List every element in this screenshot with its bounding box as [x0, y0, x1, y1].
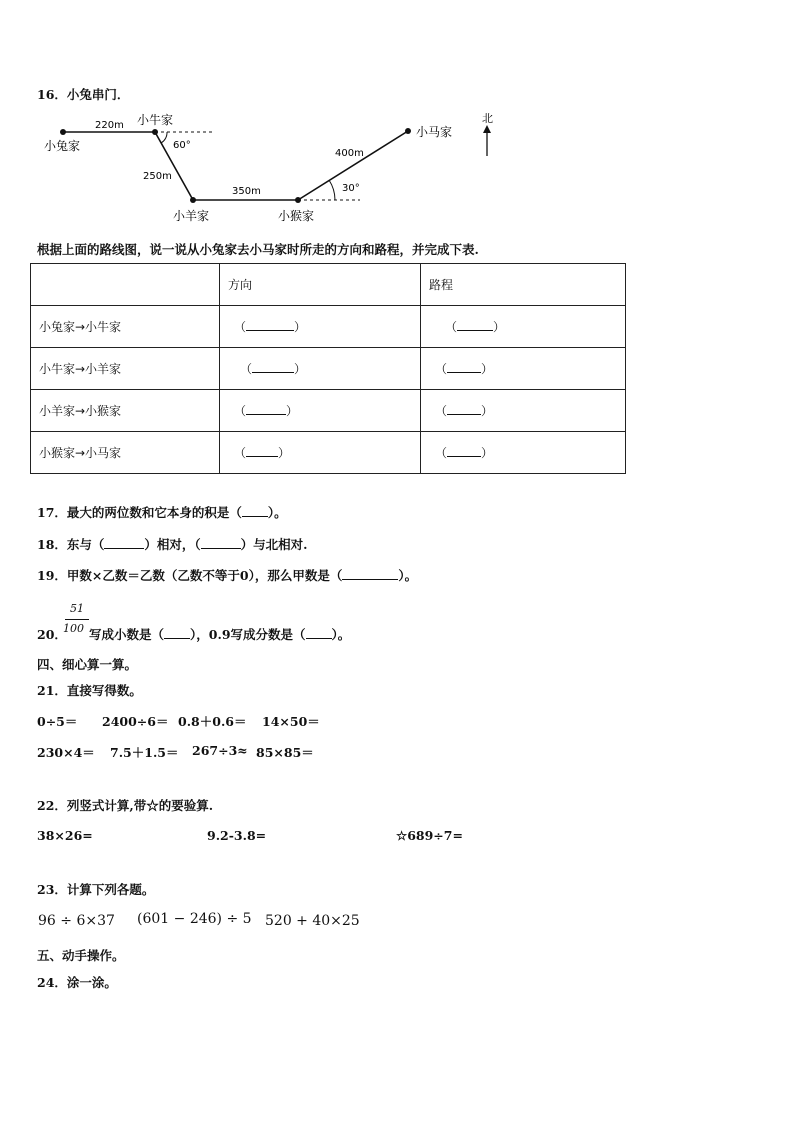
north-arrow-icon: [483, 125, 491, 133]
q20-answer-blank-2[interactable]: [306, 627, 332, 639]
q23-title: 23．计算下列各题。: [37, 882, 155, 897]
table-row: [31, 390, 626, 432]
monkey-point: [295, 197, 301, 203]
q23-item: 96 ÷ 6×37: [38, 913, 115, 929]
table-header-empty: [31, 264, 220, 306]
monkey-label: 小猴家: [278, 209, 315, 223]
q22-item: ☆689÷7=: [396, 828, 463, 843]
q21-item: 0÷5＝: [37, 714, 78, 729]
q24-title: 24．涂一涂。: [37, 975, 117, 990]
fraction-denominator: 100: [63, 622, 84, 635]
cow-point: [152, 129, 158, 135]
section-5-heading: 五、动手操作。: [37, 948, 125, 963]
table-row: [31, 432, 626, 474]
rabbit-label: 小兔家: [44, 139, 81, 153]
table-header-distance: 路程: [421, 264, 626, 306]
q21-title: 21．直接写得数。: [37, 683, 142, 698]
q23-item: 520 + 40×25: [265, 913, 360, 929]
table-header-row: [31, 264, 626, 306]
north-label: 北: [482, 112, 493, 125]
direction-answer[interactable]: （ ）: [220, 348, 421, 390]
q17-answer-blank[interactable]: [242, 505, 268, 517]
q19-answer-blank[interactable]: [342, 568, 398, 580]
distance-sheep-monkey: 350m: [232, 186, 261, 197]
angle-arc-60: [161, 132, 167, 143]
horse-point: [405, 128, 411, 134]
section-4-heading: 四、细心算一算。: [37, 657, 138, 672]
direction-answer[interactable]: （ ）: [220, 306, 421, 348]
route-cell: 小羊家→小猴家: [31, 390, 220, 432]
q21-item: 7.5＋1.5＝: [110, 745, 179, 760]
q20-answer-blank-1[interactable]: [164, 627, 190, 639]
table-row: [31, 306, 626, 348]
horse-label: 小马家: [416, 125, 453, 139]
distance-answer[interactable]: （ ）: [421, 432, 626, 474]
fraction-numerator: 51: [70, 602, 84, 615]
q16-title: 16．小兔串门．: [37, 87, 130, 102]
angle-label-60: 60°: [173, 140, 191, 151]
fraction-bar: [65, 619, 89, 620]
table-header-direction: 方向: [220, 264, 421, 306]
q20: 写成小数是（ ），0.9写成分数是（ ）。: [89, 627, 351, 642]
sheep-point: [190, 197, 196, 203]
q23-item: (601 − 246) ÷ 5: [137, 911, 252, 927]
route-cell: 小牛家→小羊家: [31, 348, 220, 390]
cow-label: 小牛家: [137, 113, 174, 127]
distance-answer[interactable]: （ ）: [421, 390, 626, 432]
distance-cow-sheep: 250m: [143, 171, 172, 182]
route-map: [30, 108, 510, 233]
q18-answer-blank-2[interactable]: [201, 537, 241, 549]
q21-item: 14×50＝: [262, 714, 320, 729]
q21-item: 85×85＝: [256, 745, 314, 760]
route-table: [30, 263, 626, 474]
q17: 17．最大的两位数和它本身的积是（ ）。: [37, 505, 287, 520]
q21-item: 2400÷6＝: [102, 714, 169, 729]
q21-item: 230×4＝: [37, 745, 95, 760]
q19: 19．甲数×乙数＝乙数（乙数不等于0），那么甲数是（ ）。: [37, 568, 418, 583]
distance-answer[interactable]: （ ）: [421, 348, 626, 390]
q20-prefix: 20．: [37, 627, 67, 642]
table-row: [31, 348, 626, 390]
angle-label-30: 30°: [342, 183, 360, 194]
q21-item: 0.8＋0.6＝: [178, 714, 247, 729]
q21-item: 267÷3≈: [192, 743, 248, 758]
rabbit-point: [60, 129, 66, 135]
direction-answer[interactable]: （ ）: [220, 390, 421, 432]
sheep-label: 小羊家: [173, 209, 210, 223]
q22-item: 9.2-3.8=: [207, 828, 267, 843]
q18-answer-blank-1[interactable]: [104, 537, 144, 549]
route-cell: 小兔家→小牛家: [31, 306, 220, 348]
angle-arc-30: [329, 180, 335, 200]
route-cell: 小猴家→小马家: [31, 432, 220, 474]
distance-rabbit-cow: 220m: [95, 120, 124, 131]
q22-item: 38×26=: [37, 828, 93, 843]
distance-answer[interactable]: （ ）: [421, 306, 626, 348]
distance-monkey-horse: 400m: [335, 148, 364, 159]
q18: 18．东与（ ）相对，（ ）与北相对.: [37, 537, 308, 552]
q22-title: 22．列竖式计算,带☆的要验算.: [37, 798, 214, 813]
q16-instruction: 根据上面的路线图，说一说从小兔家去小马家时所走的方向和路程，并完成下表.: [37, 242, 479, 257]
direction-answer[interactable]: （ ）: [220, 432, 421, 474]
